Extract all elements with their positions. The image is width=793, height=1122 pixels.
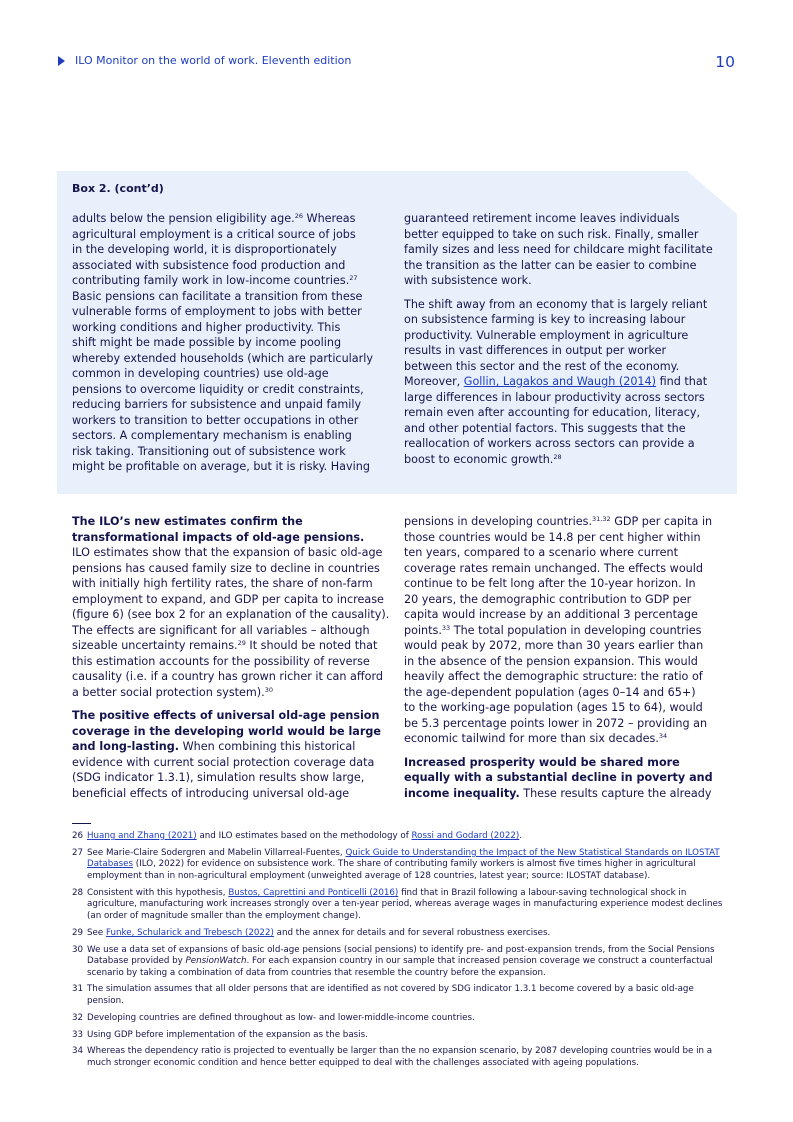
box-left-column [72, 211, 372, 483]
triangle-bullet-icon [58, 56, 65, 66]
footnote-29: 29 See Funke, Schularick and Trebesch (2022) and the annex for details and for several robustness exercises. [72, 927, 551, 938]
footnote-30: 30 We use a data set of expansions of basic old-age pensions (social pensions) to identify pre- and post-expansion trends, from the Social Pensions Database provided by PensionWatch. For each expansion country in our sample that increased pension coverage we construct a counterfactual scenario by taking a combination of data from countries that resemble the country before the expansion. [72, 944, 715, 978]
footnote-34: 34 Whereas the dependency ratio is projected to eventually be larger than the no expansion scenario, by 2087 developing countries would be in a much stronger economic condition and hence better equipped to deal with the challenges associated with ageing populations. [72, 1046, 713, 1068]
footnote-32: 32 Developing countries are defined throughout as low- and lower-middle-income countries. [72, 1012, 475, 1023]
main-left-column [72, 514, 390, 809]
footnote-ref[interactable]: 33 [441, 623, 451, 632]
footnote-31: 31 The simulation assumes that all older persons that are identified as not covered by SDG indicator 1.3.1 become covered by a basic old-age pension. [72, 984, 694, 1007]
main-right-paragraph-1: pensions in developing countries.$^{31,32}$ GDP per capita in those countries would be 14.8 per cent higher within ten years, compared to a scenario where current coverage rates remain unchanged. The effects would continue to be felt long after the 10-year horizon. In 20 years, the demographic contribution to GDP per capita would increase by an additional 3 percentage points.$^{33}$ The total population in developing countries would peak by 2072, more than 30 years earlier than in the absence of the pension expansion. This would heavily affect the demographic structure: the ratio of the age-dependent population (ages 0–14 and 65+) to the working-age population (ages 15 to 64), would be 5.3 percentage points lower in 2072 – providing an economic tailwind for more than six decades.$^{34}$ [404, 515, 713, 745]
footnote-28: 28 Consistent with this hypothesis, Bustos, Caprettini and Ponticelli (2016) find that in Brazil following a labour-saving technological shock in agriculture, manufacturing work increases strongly over a ten-year period, whereas average wages in manufacturing experience modest declines (an order of magnitude smaller than the employment change). [72, 887, 723, 921]
publication-title: ILO Monitor on the world of work. Eleventh edition [75, 54, 352, 67]
footnote-ref[interactable]: 34 [658, 732, 668, 740]
footnote-ref[interactable]: 30 [264, 685, 274, 694]
footnote-ref[interactable]: 26 [294, 212, 303, 220]
citation-link[interactable]: Huang and Zhang (2021) [87, 831, 197, 841]
box-right-column [404, 211, 713, 475]
subheading: The ILO’s new estimates confirm the [72, 515, 303, 528]
citation-link[interactable]: Gollin, Lagakos and Waugh (2014) [463, 375, 657, 388]
main-right-paragraph-2: Increased prosperity would be shared more equally with a substantial decline in poverty and income inequality. These results capture the already [404, 755, 713, 800]
footnote-divider [72, 823, 91, 824]
main-left-paragraph-2: The positive effects of universal old-age pension coverage in the developing world would be large and long-lasting. When combining this historical evidence with current social protection coverage data (SDG indicator 1.3.1), simulation results show large, beneficial effects of introducing universal old-age [72, 709, 381, 800]
footnote-33: 33 Using GDP before implementation of the expansion as the basis. [72, 1029, 368, 1040]
citation-link[interactable]: Bustos, Caprettini and Ponticelli (2016) [228, 887, 399, 898]
citation-link[interactable]: Funke, Schularick and Trebesch (2022) [105, 927, 274, 938]
page-header [58, 54, 735, 74]
footnote-26: 26 Huang and Zhang (2021) and ILO estimates based on the methodology of Rossi and Godard (2022). [72, 831, 523, 841]
subheading: transformational impacts of old-age pensions. [72, 530, 365, 544]
footnote-ref[interactable]: 29 [237, 639, 246, 647]
box-right-paragraph-2: The shift away from an economy that is largely reliant on subsistence farming is key to increasing labour productivity. Vulnerable employment in agriculture results in vast differences in output per worker between this sector and the rest of the economy. Moreover, Gollin, Lagakos and Waugh (2014) find that large differences in labour productivity across sectors remain even after accounting for education, literacy, and other potential factors. This suggests that the reallocation of workers across sectors can provide a boost to economic growth.$^{28}$ [404, 297, 708, 466]
box-title: Box 2. (cont’d) [72, 182, 164, 195]
footnote-27: 27 See Marie-Claire Sodergren and Mabelin Villarreal-Fuentes, Quick Guide to Understanding the Impact of the New Statistical Standards on ILOSTAT Databases (ILO, 2022) for evidence on subsistence work. The share of contributing family workers is almost five times higher in agricultural employment than in non-agricultural employment (unweighted average of 128 countries, latest year; source: ILOSTAT database). [72, 847, 720, 881]
footnote-ref[interactable]: 28 [553, 452, 562, 461]
citation-link[interactable]: Rossi and Godard (2022) [411, 831, 520, 841]
footnote-ref[interactable]: 31,32 [592, 515, 611, 523]
footnotes [72, 831, 732, 1075]
page-number: 10 [715, 53, 735, 71]
main-right-column [404, 514, 714, 809]
main-left-paragraph-1: The ILO’s new estimates confirm the transformational impacts of old-age pensions. ILO estimates show that the expansion of basic old-age pensions has caused family size to decline in countries with initially high fertility rates, the share of non-farm employment to expand, and GDP per capita to increase (figure 6) (see box 2 for an explanation of the causality). The effects are significant for all variables – although sizeable uncertainty remains.$^{29}$ It should be noted that this estimation accounts for the possibility of reverse causality (i.e. if a country has grown richer it can afford a better social protection system).$^{30}$ [72, 515, 390, 699]
box-left-paragraph: adults below the pension eligibility age.$^{26}$ Whereas agricultural employment is a critical source of jobs in the developing world, it is disproportionately associated with subsistence food production and contributing family work in low-income countries.$^{27}$ Basic pensions can facilitate a transition from these vulnerable forms of employment to jobs with better working conditions and higher productivity. This shift might be made possible by income pooling whereby extended households (which are particularly common in developing countries) use old-age pensions to overcome liquidity or credit constraints, reducing barriers for subsistence and unpaid family workers to transition to better occupations in other sectors. A complementary mechanism is enabling risk taking. Transitioning out of subsistence work might be profitable on average, but it is risky. Having [72, 212, 373, 473]
box-right-paragraph-1: guaranteed retirement income leaves individuals better equipped to take on such risk. Finally, smaller family sizes and less need for childcare might facilitate the transition as the latter can be easier to combine with subsistence work. [404, 212, 713, 287]
citation-link[interactable]: Quick Guide to Understanding the Impact of the New Statistical Standards on ILOSTAT Databases [87, 847, 720, 870]
footnote-ref[interactable]: 27 [349, 274, 358, 282]
